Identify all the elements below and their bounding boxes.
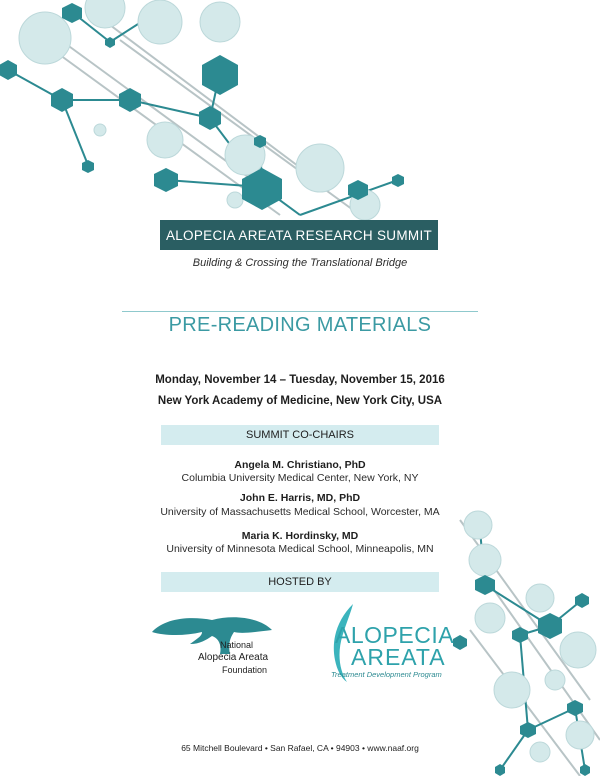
event-dates: Monday, November 14 – Tuesday, November 15, 2016 bbox=[155, 374, 445, 386]
chair-affiliation: Columbia University Medical Center, New York, NY bbox=[181, 472, 419, 484]
molecule-graphic-top bbox=[0, 0, 600, 230]
cochairs-section-label bbox=[161, 425, 439, 445]
naaf-logo-line3: Foundation bbox=[222, 665, 268, 675]
chair-name: Maria K. Hordinsky, MD bbox=[241, 530, 359, 542]
event-venue: New York Academy of Medicine, New York City, USA bbox=[157, 395, 443, 407]
tree-icon bbox=[150, 610, 275, 655]
divider bbox=[122, 311, 478, 312]
summit-subtitle: Building & Crossing the Translational Bridge bbox=[192, 257, 408, 269]
hosted-by-section-label bbox=[161, 572, 439, 592]
summit-title-banner bbox=[160, 220, 438, 250]
hosted-by-label: HOSTED BY bbox=[268, 576, 332, 588]
aatdp-logo-tagline: Treatment Development Program bbox=[331, 670, 442, 679]
naaf-logo bbox=[150, 610, 275, 682]
chair-affiliation: University of Massachusetts Medical School, Worcester, MA bbox=[160, 506, 440, 518]
page-heading: PRE-READING MATERIALS bbox=[168, 314, 432, 336]
cochairs-label: SUMMIT CO-CHAIRS bbox=[246, 429, 354, 441]
summit-title: ALOPECIA AREATA RESEARCH SUMMIT bbox=[165, 227, 433, 243]
naaf-logo-line1: National bbox=[220, 640, 254, 650]
naaf-logo-line2: Alopecia Areata bbox=[198, 652, 269, 663]
aatdp-logo-word1: ALOPECIA bbox=[335, 622, 455, 648]
footer-address: 65 Mitchell Boulevard • San Rafael, CA • 94903 • www.naaf.org bbox=[181, 743, 419, 753]
chair-affiliation: University of Minnesota Medical School, Minneapolis, MN bbox=[166, 543, 434, 555]
aatdp-logo-word2: AREATA bbox=[351, 644, 446, 670]
aatdp-logo bbox=[325, 600, 460, 685]
chair-name: John E. Harris, MD, PhD bbox=[239, 492, 361, 504]
chair-name: Angela M. Christiano, PhD bbox=[234, 459, 366, 471]
